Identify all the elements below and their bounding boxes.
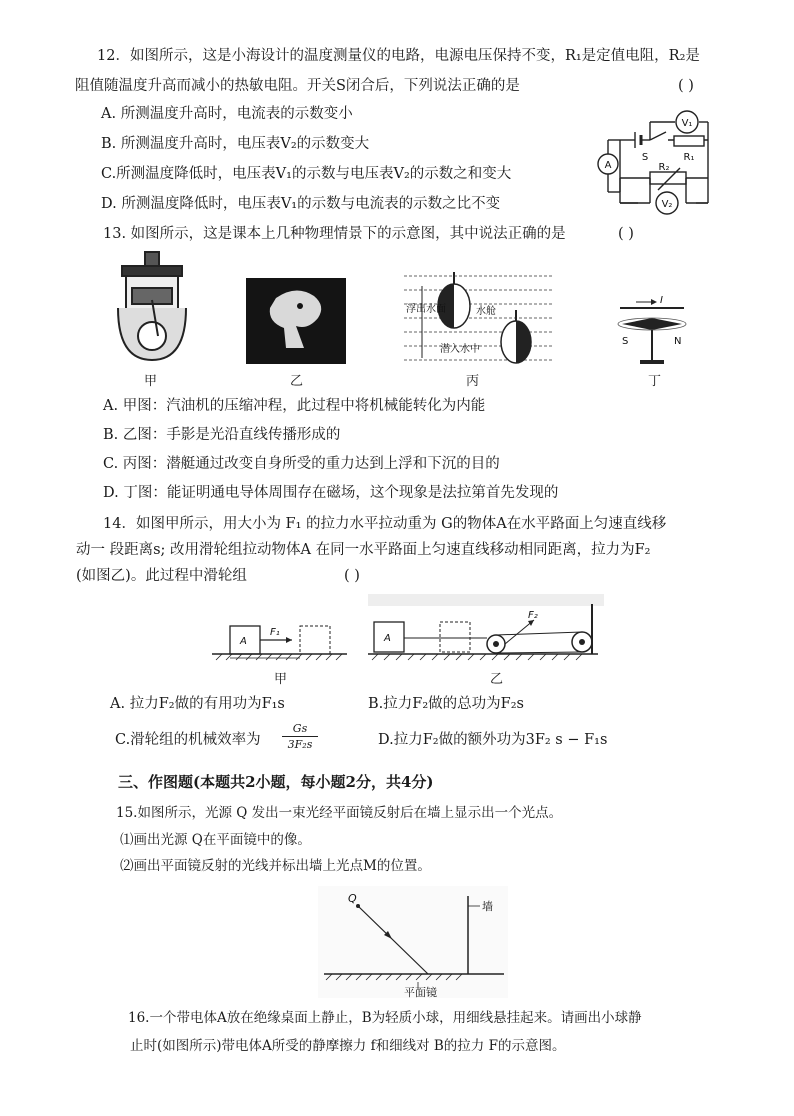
circuit-r2-label: R₂: [658, 162, 670, 173]
section-3-title: 三、作图题(本题共2小题，每小题2分，共4分): [118, 773, 434, 791]
q13-option-c: C. 丙图：潜艇通过改变自身所受的重力达到上浮和下沉的目的: [103, 456, 500, 472]
submarine-dive-label: 潜入水中: [440, 344, 480, 355]
q13-option-b: B. 乙图：手影是光沿直线传播形成的: [103, 427, 341, 443]
q12-option-a: A. 所测温度升高时，电流表的示数变小: [101, 106, 353, 122]
caption-ding: 丁: [648, 374, 662, 389]
circuit-r1-label: R₁: [683, 152, 695, 163]
jia-force-label: F₁: [270, 627, 280, 638]
pulley-figure-yi: [368, 594, 604, 664]
q16-line1: 16.一个带电体A放在绝缘桌面上静止，B为轻质小球，用细线悬挂起来。请画出小球静: [128, 1010, 642, 1026]
q12-paren: ( ): [678, 78, 694, 94]
q14-option-a: A. 拉力F₂做的有用功为F₁s: [110, 696, 285, 712]
jia-block-label: A: [240, 636, 247, 647]
caption-14-jia: 甲: [274, 672, 288, 687]
q14-line2: 动一 段距离s; 改用滑轮组拉动物体A 在同一水平路面上匀速直线移动相同距离，拉力为F₂: [76, 542, 651, 558]
wall-label: 墙: [482, 900, 493, 913]
yi-block-label: A: [384, 633, 391, 644]
q13-option-d: D. 丁图：能证明通电导体周围存在磁场，这个现象是法拉第首先发现的: [103, 485, 559, 501]
q15-part1: ⑴画出光源 Q在平面镜中的像。: [120, 832, 311, 848]
q14-option-c: C.滑轮组的机械效率为: [115, 732, 261, 748]
fraction-denominator: 3F₂s: [287, 738, 313, 751]
submarine-figure: [404, 266, 554, 370]
caption-14-yi: 乙: [490, 672, 504, 687]
hand-shadow-figure: [246, 278, 346, 364]
q13-paren: ( ): [618, 226, 634, 242]
q12-line1: 12．如图所示，这是小海设计的温度测量仪的电路，电源电压保持不变，R₁是定值电阻，R₂是: [97, 48, 700, 64]
oersted-n-label: N: [674, 336, 682, 347]
caption-yi: 乙: [290, 374, 304, 389]
q12-option-c: C.所测温度降低时，电压表V₁的示数与电压表V₂的示数之和变大: [101, 166, 512, 182]
q13-option-a: A. 甲图：汽油机的压缩冲程，此过程中将机械能转化为内能: [103, 398, 486, 414]
q12-option-b: B. 所测温度升高时，电压表V₂的示数变大: [101, 136, 370, 152]
efficiency-fraction: [282, 722, 318, 751]
q12-option-d: D. 所测温度降低时，电压表V₁的示数与电流表的示数之比不变: [101, 196, 501, 212]
circuit-switch-label: S: [641, 152, 649, 163]
circuit-v1-label: V₁: [681, 118, 693, 129]
pull-figure-jia: [212, 618, 352, 664]
caption-bing: 丙: [466, 374, 480, 389]
q15-stem: 15.如图所示，光源 Q 发出一束光经平面镜反射后在墙上显示出一个光点。: [116, 805, 563, 821]
q14-line3: (如图乙)。此过程中滑轮组: [76, 568, 247, 584]
q14-option-b: B.拉力F₂做的总功为F₂s: [368, 696, 524, 712]
q13-stem: 13. 如图所示，这是课本上几种物理情景下的示意图，其中说法正确的是: [103, 226, 566, 242]
fraction-numerator: Gs: [292, 722, 308, 735]
engine-figure: [112, 248, 192, 366]
mirror-figure: [318, 886, 508, 998]
yi-force-label: F₂: [528, 610, 538, 621]
oersted-s-label: S: [622, 336, 629, 347]
q14-paren: ( ): [344, 568, 360, 584]
circuit-v2-label: V₂: [661, 199, 673, 210]
oersted-figure: [612, 288, 692, 374]
q14-line1: 14．如图甲所示，用大小为 F₁ 的拉力水平拉动重为 G的物体A在水平路面上匀速直线移: [103, 516, 667, 532]
q12-line2: 阻值随温度升高而减小的热敏电阻。开关S闭合后，下列说法正确的是: [75, 78, 520, 94]
caption-jia: 甲: [144, 374, 158, 389]
q15-part2: ⑵画出平面镜反射的光线并标出墙上光点M的位置。: [120, 858, 431, 874]
q16-line2: 止时(如图所示)带电体A所受的静摩擦力 f和细线对 B的拉力 F的示意图。: [130, 1038, 566, 1054]
oersted-current-label: I: [660, 295, 663, 306]
circuit-diagram: [590, 108, 740, 218]
light-source-label: Q: [348, 892, 357, 905]
submarine-float-label: 浮出水面: [406, 304, 446, 315]
submarine-cabin-label: 水舱: [476, 306, 496, 317]
circuit-ammeter-label: A: [604, 160, 612, 171]
q14-option-d: D.拉力F₂做的额外功为3F₂ s − F₁s: [378, 732, 608, 748]
mirror-label: 平面镜: [404, 986, 437, 998]
